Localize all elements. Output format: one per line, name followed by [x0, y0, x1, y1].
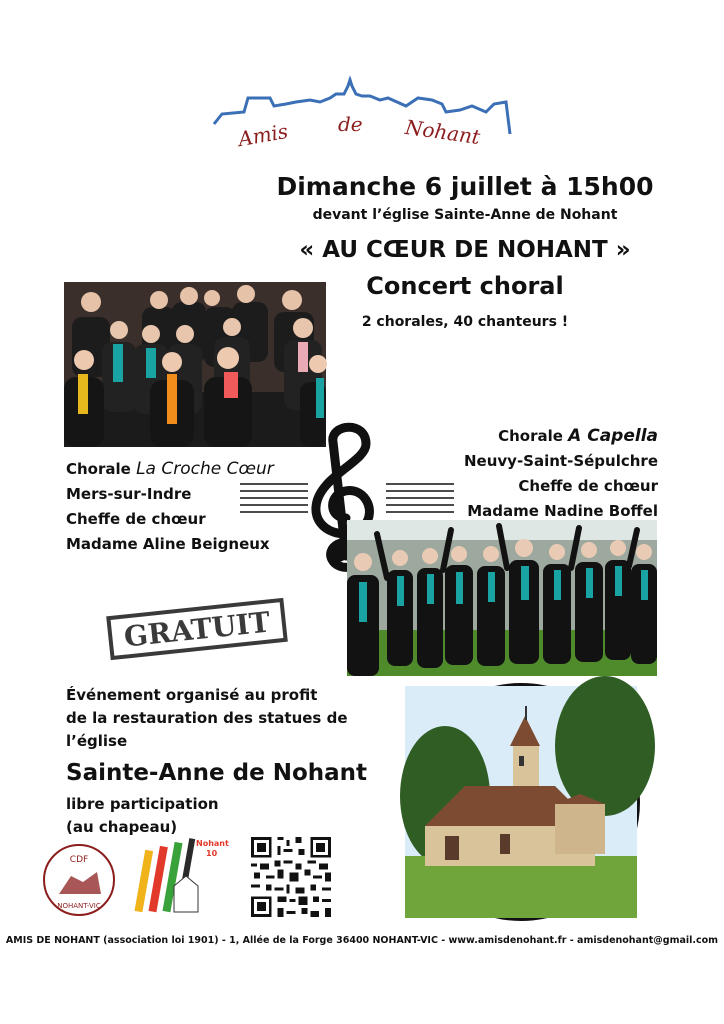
event-line1: Événement organisé au profit [66, 686, 318, 704]
choir2-prefix: Chorale [498, 427, 569, 445]
event-description [66, 684, 406, 839]
choir1-prefix: Chorale [66, 460, 137, 478]
choir1-director: Madame Aline Beigneux [66, 535, 270, 553]
nohant-vic-year: 10 [206, 849, 218, 858]
cdf-nohant-vic-logo [41, 842, 117, 918]
roofline-tower [348, 78, 352, 86]
cdf-nohant-vic-label: NOHANT-VIC [57, 902, 101, 910]
choir1-role: Cheffe de chœur [66, 510, 206, 528]
event-line2: de la restauration des statues de l’église [66, 709, 348, 750]
concert-tagline: 2 chorales, 40 chanteurs ! [361, 314, 569, 330]
staff-lines-right [386, 484, 454, 512]
event-line3: libre participation [66, 795, 219, 813]
gratuit-text: GRATUIT [122, 605, 272, 654]
choir1-name: La Croche Cœur [136, 459, 274, 479]
logo-word-nohant: Nohant [403, 114, 482, 150]
concert-location: devant l’église Sainte-Anne de Nohant [312, 207, 618, 223]
nohant-vic-label: Nohant [196, 839, 229, 848]
event-church-name: Sainte-Anne de Nohant [66, 760, 368, 786]
nohant-vic-logo [130, 830, 229, 922]
church-photo [402, 683, 640, 921]
concert-date: Dimanche 6 juillet à 15h00 [276, 172, 654, 201]
cdf-label: CDF [69, 855, 89, 865]
choir2-heading [430, 424, 658, 449]
logo-word-amis: Amis [236, 118, 290, 152]
staff-lines-left [240, 484, 308, 512]
a-capella-choir-photo [347, 520, 657, 676]
event-line4: (au chapeau) [66, 818, 178, 836]
gratuit-stamp [106, 603, 288, 655]
choir2-role: Cheffe de chœur [518, 477, 658, 495]
choir2-name: A Capella [568, 426, 658, 446]
choir2-town: Neuvy-Saint-Sépulchre [463, 452, 658, 470]
qr-code[interactable] [248, 834, 334, 920]
footer-contact: AMIS DE NOHANT (association loi 1901) - 1, Allée de la Forge 36400 NOHANT-VIC - www.amisdenohant.fr - amisdenohant@gmail.com [5, 935, 719, 946]
logo-word-de: de [338, 112, 363, 136]
choir1-town: Mers-sur-Indre [66, 485, 192, 503]
a-capella-info [430, 424, 658, 524]
concert-title: « AU CŒUR DE NOHANT » [299, 237, 631, 263]
choir2-director: Madame Nadine Boffel [467, 502, 658, 520]
concert-subtitle: Concert choral [366, 272, 564, 300]
